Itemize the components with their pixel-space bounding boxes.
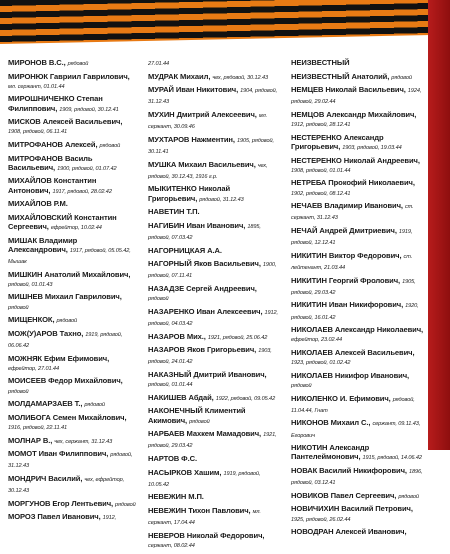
- person-details: чех, сержант, 31.12.43: [54, 438, 113, 445]
- person-name: НОВИЧИХИН Василий Петрович,: [291, 504, 413, 514]
- person-name: МИЩЕНКОК,: [8, 315, 55, 325]
- person-details: 27.01.44: [148, 61, 169, 67]
- person-name: НЕСТЕРЕНКО Николай Андреевич,: [291, 155, 420, 165]
- list-item: [148, 72, 279, 83]
- person-name: МИРОНОВ В.С.,: [8, 58, 66, 67]
- person-details: 1921, рядовой, 25.06.42: [207, 334, 268, 341]
- list-item: [148, 207, 279, 218]
- person-details: мл. сержант, 01.01.44: [8, 83, 65, 90]
- list-item: [8, 94, 136, 114]
- person-details: ст. лейтенант, 21.03.44: [291, 253, 413, 271]
- person-details: 1895, рядовой, 07.03.42: [148, 223, 261, 241]
- list-item: [148, 184, 279, 204]
- person-name: НИКИТИН Георгий Фролович,: [291, 275, 401, 285]
- person-name: МИШНЕВ Михаил Гаврилович,: [8, 292, 122, 302]
- person-details: 1900, рядовой, 01.07.42: [57, 165, 117, 172]
- list-item: [291, 251, 424, 273]
- person-name: МОРОЗ Павел Иванович,: [8, 512, 101, 522]
- person-details: 1917, рядовой, 28.02.42: [52, 188, 112, 195]
- list-item: [8, 117, 136, 137]
- person-name: МОМОТ Иван Филиппович,: [8, 449, 109, 459]
- person-details: чех, ефрейтор, 30.12.43: [8, 476, 125, 495]
- person-name: МОИСЕЕВ Федор Михайлович,: [8, 376, 123, 386]
- list-item: [8, 436, 136, 447]
- person-name: НАРТОВ Ф.С.: [148, 453, 197, 463]
- list-item: [291, 394, 424, 416]
- person-name: НЕИЗВЕСТНЫЙ: [291, 58, 350, 67]
- person-details: 1912, рядовой, 28.12.41: [291, 122, 351, 129]
- person-details: 1900, рядовой, 07.11.41: [148, 262, 277, 280]
- person-details: рядовой: [115, 501, 136, 508]
- person-details: 1912, рядовой, 04.03.42: [148, 309, 278, 327]
- person-details: 1908, рядовой, 06.11.41: [8, 129, 67, 136]
- list-item: [148, 284, 279, 304]
- red-edge-tab: [428, 0, 450, 450]
- person-details: рядовой, 31.12.43: [199, 196, 244, 203]
- person-details: 1905, рядовой, 30.11.41: [148, 137, 274, 155]
- person-name: МОРГУНОВ Егор Лентьевич,: [8, 498, 114, 508]
- person-name: НОВАК Василий Никифорович,: [291, 465, 407, 475]
- list-item: [291, 504, 424, 524]
- person-details: 1923, рядовой, 01.02.42: [291, 360, 351, 367]
- person-name: МИШАК Владимир Александрович,: [8, 235, 78, 254]
- person-details: 1905, рядовой, 29.03.42: [291, 278, 416, 296]
- person-details: чех, рядовой, 30.12.43, 1916 г.р.: [148, 162, 268, 180]
- person-details: рядовой: [84, 402, 105, 409]
- person-name: НИКИТИН Иван Никифорович,: [291, 300, 404, 310]
- list-item: [291, 85, 424, 107]
- person-details: сержант, 09.11.43, Егорович: [291, 421, 421, 439]
- person-details: ефрейтор, 23.02.44: [291, 337, 342, 344]
- list-item: [291, 201, 424, 223]
- list-item: [148, 246, 279, 257]
- person-details: 1919, рядовой, 12.12.41: [291, 228, 413, 247]
- person-details: рядовой: [189, 418, 210, 425]
- person-name: МИТРОФАНОВ Алексей,: [8, 139, 98, 149]
- person-name: МУШКА Михаил Васильевич,: [148, 159, 256, 169]
- person-details: рядовой, 01.01.43: [8, 281, 53, 288]
- person-name: МИХАЙЛОВ Р.М.: [8, 199, 68, 209]
- person-details: 1919, рядовой, 06.06.42: [8, 331, 123, 349]
- column-3: [283, 58, 428, 554]
- person-name: НАГОРНЫЙ Яков Васильевич,: [148, 259, 261, 269]
- list-item: [8, 58, 136, 69]
- list-item: [148, 406, 279, 426]
- list-item: [291, 178, 424, 198]
- person-details: 1925, рядовой, 26.02.44: [291, 516, 351, 523]
- list-item: [291, 156, 424, 176]
- person-details: 1902, рядовой, 08.12.41: [291, 190, 351, 197]
- person-details: мл. сержант, 17.04.44: [148, 508, 261, 527]
- list-item: [148, 58, 279, 69]
- list-item: [8, 270, 136, 290]
- column-1: [0, 58, 140, 554]
- list-item: [148, 454, 279, 465]
- person-details: ст. сержант, 31.12.43: [291, 204, 414, 222]
- person-name: МИТРОФАНОВ Василь Васильевич,: [8, 153, 93, 172]
- person-name: НЕТРЕБА Прокофий Николаевич,: [291, 178, 415, 188]
- list-item: [291, 300, 424, 322]
- person-name: НАРБАЕВ Махкем Мамадович,: [148, 429, 262, 439]
- person-details: сержант, 08.02.44: [148, 542, 195, 549]
- list-item: [148, 345, 279, 367]
- person-name: НЕВЕЖИН Тихон Павлович,: [148, 505, 251, 515]
- person-name: НЕСТЕРЕНКО Александр Григорьевич,: [291, 132, 384, 151]
- person-details: рядовой: [8, 304, 29, 311]
- column-2: [140, 58, 283, 554]
- list-item: [8, 354, 136, 374]
- person-name: НОВИКОВ Павел Сергеевич,: [291, 490, 397, 500]
- list-item: [291, 110, 424, 130]
- list-item: [148, 531, 279, 551]
- person-name: НИКИТИН Виктор Федорович,: [291, 250, 402, 260]
- person-details: мл. сержант, 30.09.46: [148, 112, 268, 131]
- person-name: НАЗАРОВ Яков Григорьевич,: [148, 345, 257, 355]
- person-name: МИХАЙЛОВ Константин Антонович,: [8, 176, 97, 195]
- list-item: [291, 133, 424, 153]
- person-name: НЕВЕРОВ Николай Федорович,: [148, 530, 265, 540]
- list-item: [291, 491, 424, 502]
- person-name: МОЖНЯК Ефим Ефимович,: [8, 353, 110, 363]
- person-details: 1903, рядовой, 19.03.44: [342, 144, 402, 151]
- list-item: [8, 154, 136, 174]
- person-details: рядовой, 01.01.44: [148, 382, 193, 389]
- person-name: НЕИЗВЕСТНЫЙ Анатолий,: [291, 71, 390, 81]
- list-item: [8, 236, 136, 268]
- person-name: НЕВЕЖИН М.П.: [148, 492, 204, 502]
- list-item: [291, 276, 424, 298]
- person-name: НАГОРНИЦКАЯ А.А.: [148, 245, 222, 255]
- list-item: [291, 418, 424, 440]
- list-item: [8, 140, 136, 151]
- person-details: 1922, рядовой, 09.05.42: [215, 395, 276, 402]
- person-details: рядовой: [398, 493, 419, 500]
- person-name: НЕЧАЕВ Владимир Иванович,: [291, 201, 403, 211]
- person-name: МУХТАРОВ Нажментин,: [148, 134, 235, 144]
- person-name: НИКОЛАЕВ Никифор Иванович,: [291, 370, 410, 380]
- person-details: 1924, рядовой, 29.02.44: [291, 88, 422, 106]
- person-details: рядовой: [56, 318, 78, 325]
- person-name: НИКОНОВ Михаил С.,: [291, 418, 371, 428]
- person-details: 1903, рядовой, 24.01.42: [148, 348, 272, 366]
- list-item: [148, 135, 279, 157]
- person-name: НИКОЛАЕВ Алексей Васильевич,: [291, 347, 415, 357]
- person-details: 1917, рядовой, 05.05.42, Мышак: [8, 247, 131, 265]
- list-item: [148, 332, 279, 343]
- person-name: НИКОТИН Александр Пантелеймонович,: [291, 443, 370, 462]
- person-name: НЕМЦЕВ Николай Васильевич,: [291, 85, 406, 95]
- list-item: [8, 199, 136, 210]
- person-name: МУХИН Дмитрий Алексеевич,: [148, 109, 257, 119]
- person-name: МИСКОВ Алексей Васильевич,: [8, 117, 123, 127]
- person-name: НЕМЦОВ Александр Михайлович,: [291, 109, 417, 119]
- list-item: [148, 160, 279, 182]
- person-name: МОЛНАР В.,: [8, 435, 53, 445]
- person-details: рядовой, 31.12.43: [8, 452, 133, 470]
- person-name: НАКОНЕЧНЫЙ Климентий Акимович,: [148, 406, 246, 425]
- list-item: [8, 72, 136, 92]
- person-details: чех, рядовой, 30.12.43: [212, 74, 268, 81]
- list-item: [291, 58, 424, 69]
- list-item: [148, 393, 279, 404]
- person-name: НИКОЛАЕВ Александр Николаевич,: [291, 325, 424, 335]
- person-details: 1915, рядовой, 14.06.42: [362, 455, 422, 462]
- person-details: рядовой: [67, 61, 89, 67]
- person-name: МОЛИБОГА Семен Михайлович,: [8, 412, 127, 422]
- list-item: [291, 443, 424, 463]
- list-item: [8, 499, 136, 510]
- person-name: МИШКИН Анатолий Михайлович,: [8, 269, 131, 279]
- person-details: рядовой: [8, 388, 29, 395]
- list-item: [148, 492, 279, 503]
- list-item: [8, 376, 136, 396]
- person-name: МОНДРИЧ Василий,: [8, 473, 83, 483]
- list-item: [291, 527, 424, 538]
- list-item: [148, 429, 279, 451]
- person-name: МОЖ(У)АРОВ Тахно,: [8, 328, 84, 338]
- person-name: МУДРАК Михаил,: [148, 71, 211, 81]
- list-item: [8, 176, 136, 196]
- person-name: МЫКИТЕНКО Николай Григорьевич,: [148, 184, 231, 203]
- list-item: [291, 371, 424, 391]
- person-name: МУРАЙ Иван Никитович,: [148, 85, 239, 95]
- person-name: НАГИБИН Иван Иванович,: [148, 220, 246, 230]
- person-name: МИРОНЮК Гавриил Гаврилович,: [8, 71, 130, 81]
- list-item: [8, 399, 136, 410]
- person-details: 1908, рядовой, 01.01.44: [291, 167, 351, 174]
- person-details: 1909, рядовой, 30.12.41: [59, 106, 119, 113]
- person-name: НАКАЗНЫЙ Дмитрий Иванович,: [148, 369, 267, 379]
- list-item: [8, 329, 136, 351]
- person-details: 1896, рядовой, 03.12.41: [291, 468, 423, 487]
- person-details: 1904, рядовой, 31.12.43: [148, 88, 278, 106]
- person-name: НИКОЛЕНКО И. Ефимович,: [291, 393, 391, 403]
- person-name: НАСЫРКОВ Хашим,: [148, 467, 222, 477]
- list-item: [8, 292, 136, 312]
- list-item: [291, 226, 424, 248]
- list-item: [8, 413, 136, 433]
- list-item: [291, 325, 424, 345]
- person-name: НАЗАДЗЕ Сергей Андреевич,: [148, 283, 257, 293]
- person-name: НАКИШЕВ Абдай,: [148, 392, 214, 402]
- person-details: ефрейтор, 27.01.44: [8, 365, 59, 372]
- person-details: рядовой: [148, 296, 169, 303]
- person-name: НАЗАРЕНКО Иван Алексеевич,: [148, 306, 263, 316]
- list-item: [8, 512, 136, 523]
- person-details: рядовой: [99, 142, 121, 149]
- list-item: [8, 315, 136, 326]
- list-item: [148, 259, 279, 281]
- person-name: НОВОДРАН Алексей Иванович,: [291, 527, 407, 537]
- person-details: 1921, рядовой, 29.03.42: [148, 432, 277, 450]
- name-list-page: [0, 58, 428, 549]
- person-details: 1920, рядовой, 16.01.42: [291, 303, 419, 321]
- person-details: рядовой, 11.04.44, Гнат: [291, 396, 415, 414]
- person-name: НАЗАРОВ Мих.,: [148, 331, 206, 341]
- person-details: 1916, рядовой, 22.11.41: [8, 424, 67, 431]
- person-name: МИРОШНИЧЕНКО Степан Филиппович,: [8, 94, 103, 113]
- person-details: 1912,: [102, 515, 117, 522]
- person-name: МИХАЙЛОВСКИЙ Константин Сергеевич,: [8, 212, 117, 231]
- list-item: [148, 370, 279, 390]
- list-item: [148, 85, 279, 107]
- list-item: [148, 307, 279, 329]
- person-details: ефрейтор, 10.02.44: [50, 224, 102, 231]
- list-item: [291, 72, 424, 83]
- person-details: рядовой: [391, 74, 412, 81]
- list-item: [291, 348, 424, 368]
- person-details: 1919, рядовой, 10.05.42: [148, 470, 261, 488]
- list-item: [291, 466, 424, 488]
- list-item: [148, 506, 279, 528]
- list-item: [148, 468, 279, 490]
- list-item: [8, 213, 136, 233]
- person-name: МОЛДАМАРЗАЕВ Т.,: [8, 399, 83, 409]
- list-item: [8, 474, 136, 496]
- list-item: [148, 110, 279, 132]
- person-name: НАВЕТИН Т.П.: [148, 207, 200, 217]
- list-item: [148, 221, 279, 243]
- list-item: [8, 449, 136, 471]
- person-details: рядовой: [291, 382, 312, 389]
- person-name: НЕЧАЙ Андрей Дмитриевич,: [291, 225, 397, 235]
